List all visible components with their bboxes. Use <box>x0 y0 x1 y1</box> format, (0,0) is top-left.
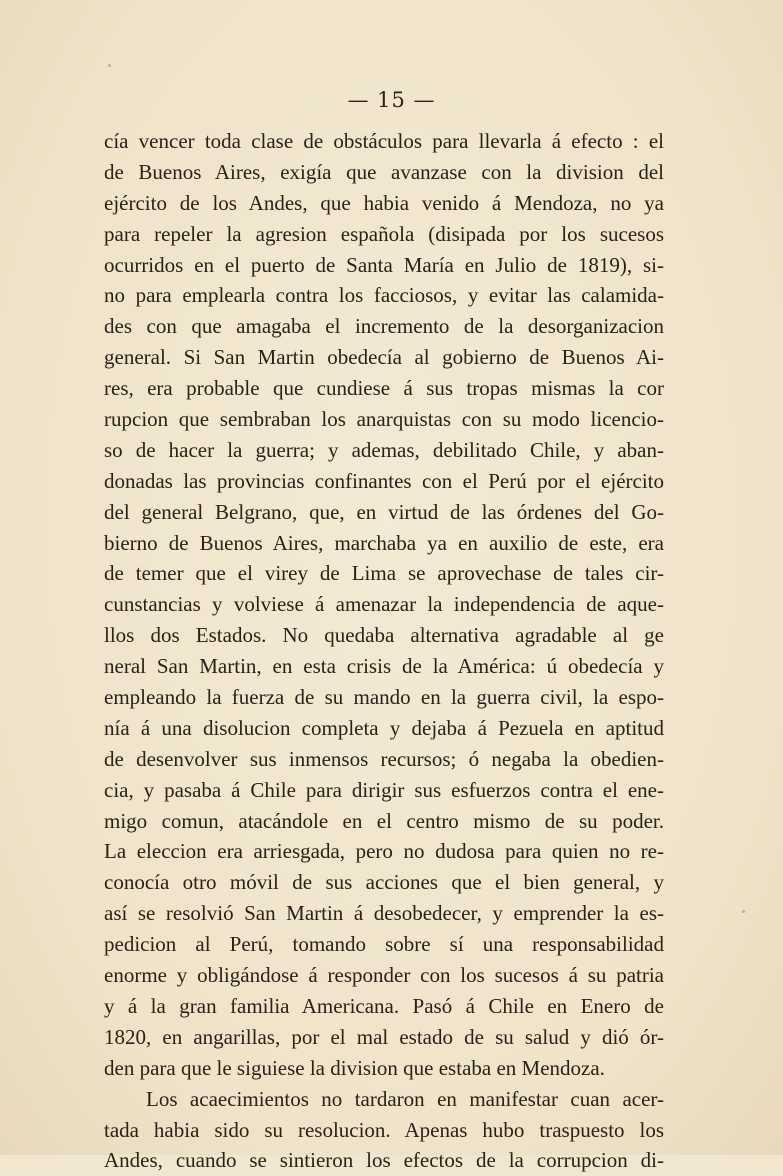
text-line-34: Andes, cuando se sintieron los efectos de la corrupcion di- <box>104 1148 664 1173</box>
text-line-9: res, era probable que cundiese á sus tropas mismas la cor <box>104 376 664 401</box>
text-line-2: de Buenos Aires, exigía que avanzase con la division del <box>104 159 664 184</box>
paper-speck <box>742 910 745 913</box>
text-line-22: cia, y pasaba á Chile para dirigir sus esfuerzos contra el ene- <box>104 777 664 802</box>
text-line-29: y á la gran familia Americana. Pasó á Chile en Enero de <box>104 993 664 1018</box>
text-line-25: conocía otro móvil de sus acciones que el bien general, y <box>104 870 664 895</box>
text-line-13: del general Belgrano, que, en virtud de las órdenes del Go- <box>104 499 664 524</box>
text-line-15: de temer que el virey de Lima se aprovechase de tales cir- <box>104 561 664 586</box>
text-line-31: den para que le siguiese la division que estaba en Mendoza. <box>104 1055 605 1080</box>
text-line-33: tada habia sido su resolucion. Apenas hubo traspuesto los <box>104 1117 664 1142</box>
body-text <box>104 126 664 1176</box>
page-number: — 15 — <box>347 88 436 112</box>
text-line-17: llos dos Estados. No quedaba alternativa agradable al ge <box>104 623 664 648</box>
text-line-18: neral San Martin, en esta crisis de la América: ú obedecía y <box>104 654 664 679</box>
text-line-1: cía vencer toda clase de obstáculos para llevarla á efecto : el <box>104 129 664 153</box>
text-line-8: general. Si San Martin obedecía al gobierno de Buenos Ai- <box>104 345 664 370</box>
text-line-19: empleando la fuerza de su mando en la guerra civil, la espo- <box>104 685 664 710</box>
text-line-4: para repeler la agresion española (disipada por los sucesos <box>104 221 664 246</box>
text-line-12: donadas las provincias confinantes con el Perú por el ejército <box>104 468 664 493</box>
text-line-26: así se resolvió San Martin á desobedecer, y emprender la es- <box>104 901 664 926</box>
text-line-5: ocurridos en el puerto de Santa María en Julio de 1819), si- <box>104 252 664 277</box>
text-line-3: ejército de los Andes, que habia venido á Mendoza, no ya <box>104 190 664 215</box>
text-line-10: rupcion que sembraban los anarquistas con su modo licencio- <box>104 407 664 432</box>
text-line-23: migo comun, atacándole en el centro mismo de su poder. <box>104 808 664 833</box>
text-line-32: Los acaecimientos no tardaron en manifestar cuan acer- <box>146 1086 664 1111</box>
text-line-28: enorme y obligándose á responder con los sucesos á su patria <box>104 963 664 988</box>
text-line-21: de desenvolver sus inmensos recursos; ó negaba la obedien- <box>104 746 664 771</box>
text-line-7: des con que amagaba el incremento de la desorganizacion <box>104 314 664 339</box>
text-line-16: cunstancias y volviese á amenazar la independencia de aque- <box>104 592 664 617</box>
text-line-14: bierno de Buenos Aires, marchaba ya en auxilio de este, era <box>104 530 664 555</box>
text-line-24: La eleccion era arriesgada, pero no dudosa para quien no re- <box>104 839 664 864</box>
text-line-6: no para emplearla contra los facciosos, y evitar las calamida- <box>104 283 664 308</box>
text-line-20: nía á una disolucion completa y dejaba á Pezuela en aptitud <box>104 715 664 740</box>
text-line-30: 1820, en angarillas, por el mal estado de su salud y dió ór- <box>104 1024 664 1049</box>
paper-speck <box>108 64 111 67</box>
text-line-11: so de hacer la guerra; y ademas, debilitado Chile, y aban- <box>104 437 664 462</box>
text-line-27: pedicion al Perú, tomando sobre sí una responsabilidad <box>104 932 664 957</box>
